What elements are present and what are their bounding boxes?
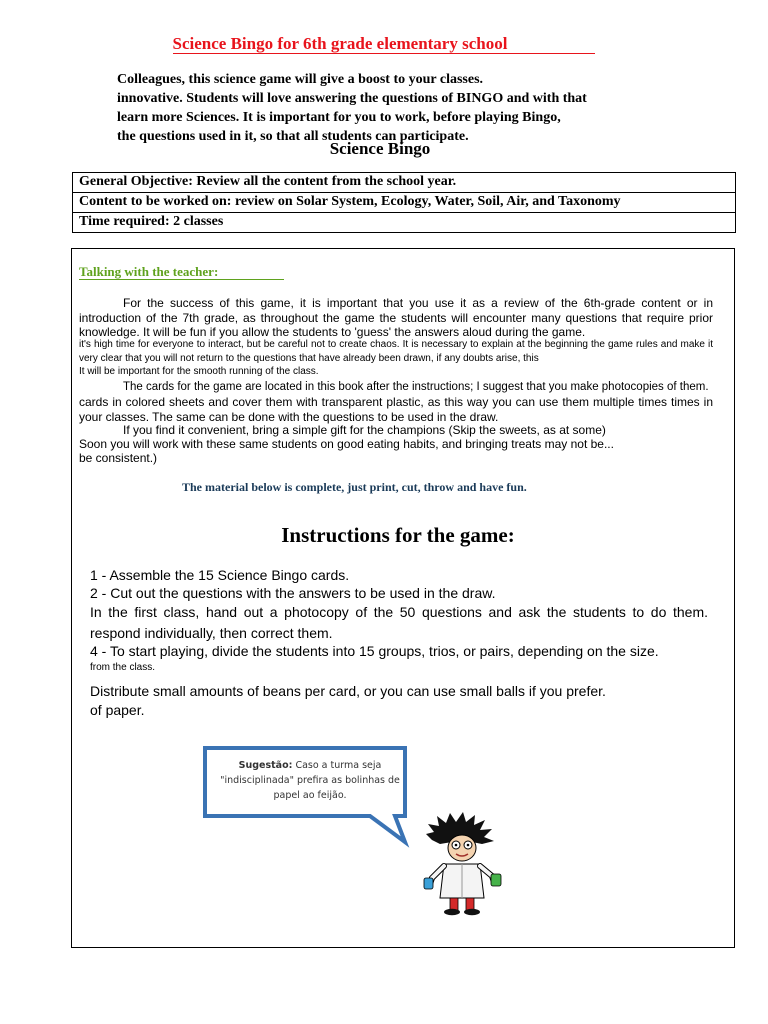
teacher-section-heading: Talking with the teacher: — [79, 264, 284, 280]
objective-row: General Objective: Review all the content from the school year. — [73, 173, 735, 193]
intro-line: the questions used in it, so that all students can participate. — [117, 129, 469, 144]
teacher-paragraph-7: Soon you will work with these same students on good eating habits, and bringing treats may not be... — [79, 437, 614, 451]
teacher-paragraph-8: be consistent.) — [79, 451, 158, 465]
intro-line: innovative. Students will love answering the questions of BINGO and with that — [117, 91, 587, 106]
content-row: Content to be worked on: review on Solar System, Ecology, Water, Soil, Air, and Taxonomy — [73, 193, 735, 213]
scientist-illustration — [412, 812, 512, 916]
time-row: Time required: 2 classes — [79, 214, 224, 229]
subtitle: Science Bingo — [329, 139, 431, 158]
instruction-step-4: 4 - To start playing, divide the students into 15 groups, trios, or pairs, depending on the size. — [90, 643, 659, 659]
teacher-paragraph-6: If you find it convenient, bring a simple gift for the champions (Skip the sweets, as at some) — [123, 423, 606, 437]
instruction-step-5-cont: of paper. — [90, 702, 145, 718]
intro-line: learn more Sciences. It is important for you to work, before playing Bingo, — [117, 110, 561, 125]
instruction-step-3: In the first class, hand out a photocopy of the 50 questions and ask the students to do them. — [90, 604, 708, 620]
teacher-paragraph-4: The cards for the game are located in this book after the instructions; I suggest that you make photocopies of them. — [123, 381, 709, 393]
intro-paragraph — [117, 70, 637, 146]
teacher-paragraph-5: cards in colored sheets and cover them with transparent plastic, as this way you can use them multiple times times in your classes. The same can be done with the questions to be used in the draw. — [79, 395, 713, 424]
document-title: Science Bingo for 6th grade elementary school — [0, 34, 768, 54]
suggestion-text: Sugestão: Caso a turma seja "indisciplinada" prefira as bolinhas de papel ao feijão. — [220, 760, 400, 801]
summary-table — [72, 172, 736, 233]
intro-line: Colleagues, this science game will give a boost to your classes. — [117, 72, 484, 87]
instruction-step-2: 2 - Cut out the questions with the answers to be used in the draw. — [90, 585, 496, 601]
closing-note: The material below is complete, just print, cut, throw and have fun. — [182, 480, 527, 494]
suggestion-label: Sugestão: — [238, 760, 293, 771]
instruction-step-5: Distribute small amounts of beans per card, or you can use small balls if you prefer. — [90, 683, 606, 699]
teacher-paragraph-2: it's high time for everyone to interact, but be careful not to create chaos. It is necessary to explain at the beginning the game rules and make it very clear that you will not return to the questions that have already been drawn, if any doubts arise, this — [79, 339, 713, 364]
teacher-paragraph-1: For the success of this game, it is important that you use it as a review of the 6th-grade content or in introduction of the 7th grade, as throughout the game the students will encounter many questions that require prior knowledge. It will be fun if you allow the students to 'guess' the answers aloud during the game. — [79, 296, 713, 339]
instruction-step-1: 1 - Assemble the 15 Science Bingo cards. — [90, 567, 350, 583]
instruction-step-3-cont: respond individually, then correct them. — [90, 625, 333, 641]
instruction-step-4-cont: from the class. — [90, 662, 156, 673]
instructions-title: Instructions for the game: — [281, 523, 515, 547]
teacher-paragraph-3: It will be important for the smooth running of the class. — [79, 366, 319, 377]
